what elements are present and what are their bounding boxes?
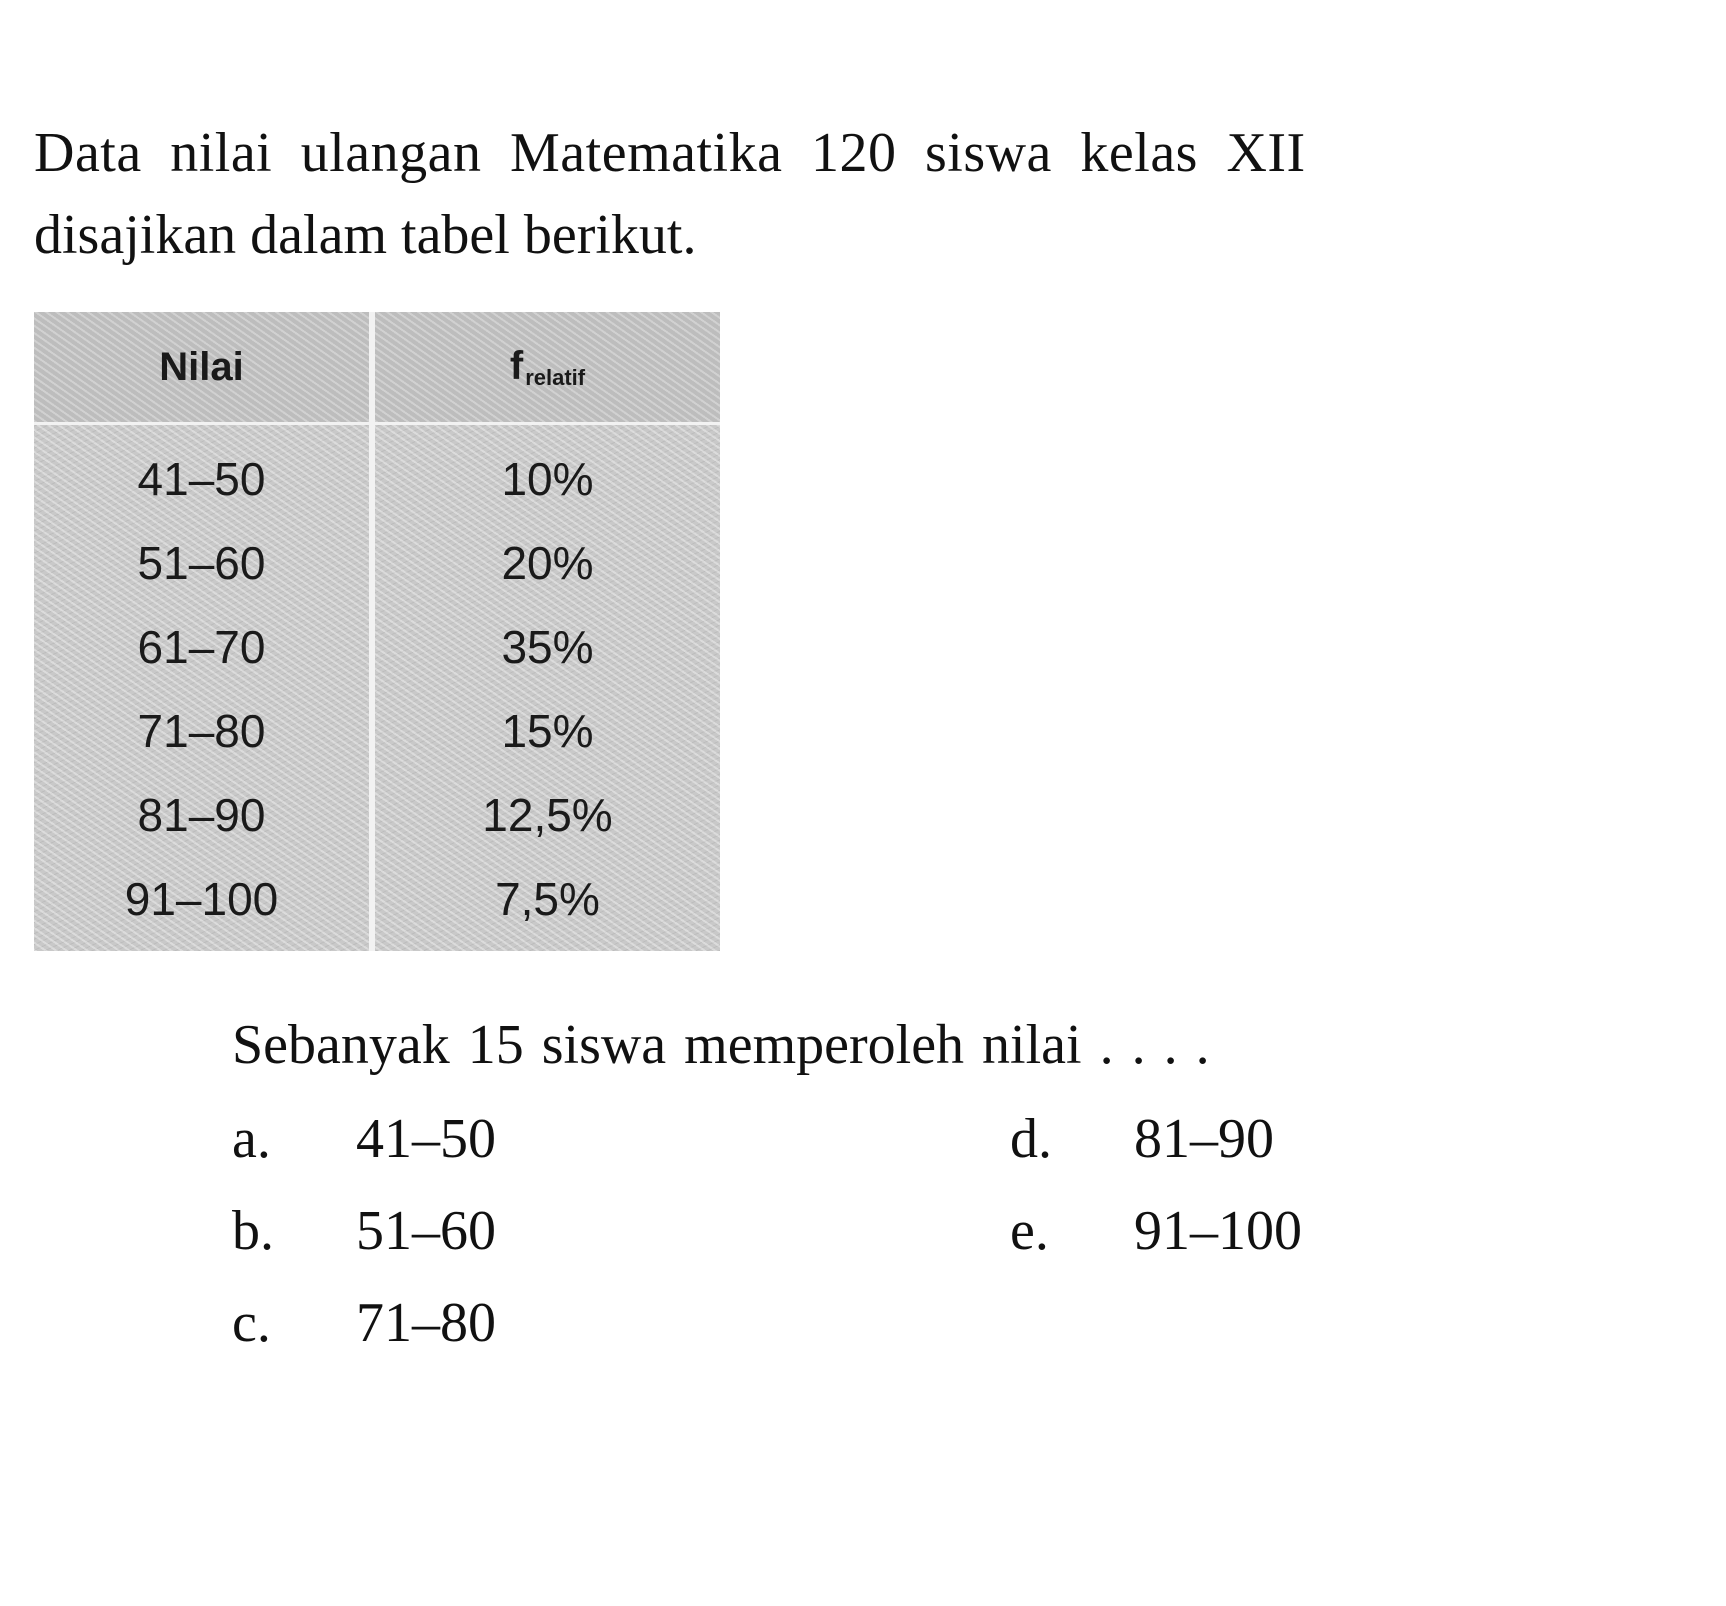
cell-nilai: 51–60 <box>34 521 372 605</box>
option-text: 91–100 <box>1134 1200 1302 1262</box>
cell-f-relatif: 35% <box>501 621 594 673</box>
cell-nilai: 71–80 <box>34 689 372 773</box>
option-c[interactable] <box>232 1288 496 1358</box>
table-header-row <box>34 312 720 424</box>
table-row <box>34 857 720 951</box>
cell-f-relatif: 7,5% <box>495 873 600 925</box>
option-e[interactable] <box>1010 1196 1302 1266</box>
table-row <box>34 773 720 857</box>
problem-statement <box>34 112 1704 276</box>
cell-nilai: 61–70 <box>34 605 372 689</box>
header-f-letter: f <box>509 343 524 388</box>
option-text: 41–50 <box>356 1108 496 1170</box>
option-letter: c. <box>232 1292 271 1354</box>
cell-nilai: 91–100 <box>34 857 372 951</box>
table-row <box>34 424 720 522</box>
option-letter: d. <box>1010 1108 1052 1170</box>
problem-statement-line-1: Data nilai ulangan Matematika 120 siswa kelas XII <box>34 122 1306 184</box>
cell-f-relatif: 12,5% <box>482 789 613 841</box>
option-text: 71–80 <box>356 1292 496 1354</box>
problem-statement-line-2: disajikan dalam tabel berikut. <box>34 204 697 266</box>
header-f-relatif <box>372 312 720 424</box>
answer-options <box>232 1104 1432 1384</box>
option-d[interactable] <box>1010 1104 1274 1174</box>
cell-f-relatif: 10% <box>501 453 594 505</box>
option-text: 81–90 <box>1134 1108 1274 1170</box>
question-text: Sebanyak 15 siswa memperoleh nilai . . . . <box>232 1014 1210 1076</box>
table-row <box>34 521 720 605</box>
table-row <box>34 605 720 689</box>
cell-f-relatif: 20% <box>501 537 594 589</box>
option-text: 51–60 <box>356 1200 496 1262</box>
cell-nilai: 41–50 <box>34 424 372 522</box>
cell-nilai: 81–90 <box>34 773 372 857</box>
option-b[interactable] <box>232 1196 496 1266</box>
option-letter: b. <box>232 1200 274 1262</box>
cell-f-relatif: 15% <box>501 705 594 757</box>
option-a[interactable] <box>232 1104 496 1174</box>
table-row <box>34 689 720 773</box>
option-letter: e. <box>1010 1200 1049 1262</box>
relative-frequency-table <box>34 312 720 951</box>
header-nilai: Nilai <box>34 312 372 424</box>
option-letter: a. <box>232 1108 271 1170</box>
header-f-subscript: relatif <box>525 364 586 390</box>
